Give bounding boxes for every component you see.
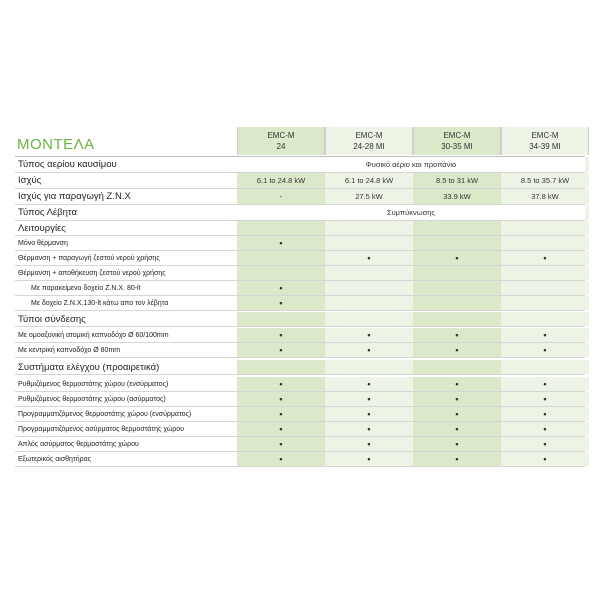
model-line2: 24 — [276, 142, 286, 151]
table-cell: - — [237, 189, 325, 204]
table-cell — [413, 328, 501, 342]
bullet-mark: • — [543, 379, 547, 389]
table-cell: 8.5 to 31 kW — [413, 173, 501, 188]
table-row-c4 — [15, 422, 585, 437]
table-row-coaxial — [15, 328, 585, 343]
table-cell — [413, 251, 501, 265]
row-label: Με δοχείο Ζ.Ν.Χ.130-lt κάτω απο τον λέβητα — [31, 300, 169, 307]
table-cell — [237, 437, 325, 451]
bullet-mark: • — [367, 409, 371, 419]
table-cell — [325, 251, 413, 265]
table-cell — [413, 236, 501, 250]
table-row-tank-80 — [15, 281, 585, 296]
bullet-mark: • — [279, 424, 283, 434]
table-cell — [325, 407, 413, 421]
model-header-4 — [501, 127, 589, 155]
bullet-mark: • — [455, 345, 459, 355]
model-line1: EMC-M — [531, 131, 559, 140]
row-label: Με παρακείμενο δοχείο Ζ.Ν.Χ. 80-lt — [31, 285, 141, 292]
bullet-mark: • — [367, 439, 371, 449]
row-label: Θέρμανση + αποθήκευση ζεστού νερού χρήσης — [18, 270, 166, 277]
bullet-mark: • — [543, 253, 547, 263]
table-cell: 6.1 to 24.8 kW — [237, 173, 325, 188]
table-cell — [237, 266, 325, 280]
table-cell — [413, 422, 501, 436]
model-line2: 24-28 MI — [353, 142, 385, 151]
table-cell — [501, 281, 589, 295]
bullet-mark: • — [279, 454, 283, 464]
table-cell — [237, 392, 325, 406]
row-label: Εξωτερικός αισθητήρας — [18, 456, 91, 463]
table-cell — [325, 236, 413, 250]
table-row-heat-only — [15, 236, 585, 251]
table-row-functions — [15, 221, 585, 236]
table-cell — [325, 422, 413, 436]
model-header-2 — [325, 127, 413, 155]
bullet-mark: • — [367, 379, 371, 389]
table-cell — [413, 343, 501, 357]
table-cell — [501, 328, 589, 342]
table-row-gas-type — [15, 157, 585, 173]
table-cell — [325, 328, 413, 342]
table-cell — [413, 360, 501, 374]
model-line2: 34-39 MI — [529, 142, 561, 151]
table-cell — [325, 392, 413, 406]
table-row-control — [15, 360, 585, 375]
bullet-mark: • — [279, 238, 283, 248]
model-line1: EMC-M — [267, 131, 295, 140]
table-row-connection — [15, 312, 585, 327]
row-label: Προγραμματιζόμενος θερμοστάτης χώρου (ενσύρματος) — [18, 411, 192, 418]
table-cell — [325, 360, 413, 374]
row-label: Λειτουργίες — [18, 223, 66, 234]
bullet-mark: • — [367, 394, 371, 404]
table-cell — [501, 360, 589, 374]
table-row-c2 — [15, 392, 585, 407]
model-line1: EMC-M — [443, 131, 471, 140]
row-label: Απλός ασύρματος θερμοστάτης χώρου — [18, 441, 139, 448]
row-label: Ρυθμιζόμενος θερμοστάτης χώρου (ασύρματος) — [18, 396, 166, 403]
table-cell — [325, 221, 413, 235]
table-cell — [413, 281, 501, 295]
table-cell: 37.8 kW — [501, 189, 589, 204]
row-label: Ισχύς για παραγωγή Ζ.Ν.Χ — [18, 191, 131, 202]
row-label: Συστήματα ελέγχου (προαιρετικά) — [18, 362, 160, 373]
bullet-mark: • — [543, 330, 547, 340]
bullet-mark: • — [367, 454, 371, 464]
row-label: Τύπος Λέβητα — [18, 207, 78, 218]
table-cell — [501, 312, 589, 326]
bullet-mark: • — [455, 394, 459, 404]
table-row-tank-130 — [15, 296, 585, 311]
table-cell — [325, 312, 413, 326]
bullet-mark: • — [543, 345, 547, 355]
bullet-mark: • — [279, 345, 283, 355]
spanning-value: Συμπύκνωσης — [237, 205, 585, 220]
table-cell — [413, 221, 501, 235]
table-cell — [237, 296, 325, 310]
bullet-mark: • — [367, 330, 371, 340]
table-cell — [237, 343, 325, 357]
table-cell — [325, 437, 413, 451]
table-title: ΜΟΝΤΕΛΑ — [17, 136, 95, 153]
table-cell — [413, 312, 501, 326]
table-cell — [501, 343, 589, 357]
table-cell — [413, 392, 501, 406]
bullet-mark: • — [279, 439, 283, 449]
table-row-c1 — [15, 377, 585, 392]
table-cell — [325, 266, 413, 280]
bullet-mark: • — [279, 394, 283, 404]
table-cell — [325, 343, 413, 357]
bullet-mark: • — [455, 454, 459, 464]
row-label: Τύποι σύνδεσης — [18, 314, 86, 325]
table-cell — [237, 377, 325, 391]
table-cell — [501, 221, 589, 235]
table-cell — [325, 281, 413, 295]
table-cell — [237, 422, 325, 436]
table-cell — [501, 437, 589, 451]
row-label: Ισχύς — [18, 175, 42, 186]
bullet-mark: • — [455, 439, 459, 449]
table-cell — [501, 452, 589, 466]
table-row-boiler-type — [15, 205, 585, 221]
table-cell — [501, 407, 589, 421]
bullet-mark: • — [367, 424, 371, 434]
table-cell — [413, 452, 501, 466]
table-cell — [413, 266, 501, 280]
bullet-mark: • — [279, 379, 283, 389]
table-row-c3 — [15, 407, 585, 422]
row-label: Μόνο θέρμανση — [18, 240, 68, 247]
table-cell — [237, 221, 325, 235]
bullet-mark: • — [367, 345, 371, 355]
bullet-mark: • — [279, 283, 283, 293]
bullet-mark: • — [543, 394, 547, 404]
bullet-mark: • — [455, 330, 459, 340]
bullet-mark: • — [279, 409, 283, 419]
bullet-mark: • — [455, 379, 459, 389]
table-cell: 27.5 kW — [325, 189, 413, 204]
table-cell — [325, 377, 413, 391]
bullet-mark: • — [279, 298, 283, 308]
row-label: Τύπος αερίου καυσίμου — [18, 159, 117, 170]
model-header-1 — [237, 127, 325, 155]
table-row-heat-dhw — [15, 251, 585, 266]
table-cell — [413, 377, 501, 391]
table-cell — [501, 392, 589, 406]
table-cell — [413, 296, 501, 310]
row-label: Με ομοαξονική ατομική καπνοδόχο Ø 60/100mm — [18, 332, 169, 339]
table-cell — [413, 407, 501, 421]
row-label: Προγραμματιζόμενος ασύρματος θερμοστάτης χώρου — [18, 426, 184, 433]
table-row-c6 — [15, 452, 585, 467]
bullet-mark: • — [543, 424, 547, 434]
bullet-mark: • — [455, 253, 459, 263]
table-row-central — [15, 343, 585, 358]
table-row-heat-storage — [15, 266, 585, 281]
table-cell — [237, 360, 325, 374]
model-line2: 30-35 MI — [441, 142, 473, 151]
bullet-mark: • — [279, 330, 283, 340]
table-cell — [237, 236, 325, 250]
bullet-mark: • — [455, 409, 459, 419]
table-cell — [413, 437, 501, 451]
table-cell — [237, 251, 325, 265]
table-cell — [501, 422, 589, 436]
table-cell — [325, 452, 413, 466]
table-cell — [325, 296, 413, 310]
table-cell — [501, 251, 589, 265]
table-cell: 33.9 kW — [413, 189, 501, 204]
table-cell: 6.1 to 24.8 kW — [325, 173, 413, 188]
row-label: Θέρμανση + παραγωγή ζεστού νερού χρήσης — [18, 255, 160, 262]
row-label: Ρυθμιζόμενος θερμοστάτης χώρου (ενσύρματος) — [18, 381, 169, 388]
row-label: Με κεντρική καπνοδόχο Ø 80mm — [18, 347, 121, 354]
table-cell — [501, 296, 589, 310]
bullet-mark: • — [367, 253, 371, 263]
table-cell — [237, 452, 325, 466]
table-cell — [501, 236, 589, 250]
model-line1: EMC-M — [355, 131, 383, 140]
table-cell — [237, 328, 325, 342]
bullet-mark: • — [543, 439, 547, 449]
table-row-c5 — [15, 437, 585, 452]
bullet-mark: • — [455, 424, 459, 434]
bullet-mark: • — [543, 409, 547, 419]
table-row-dhw-power — [15, 189, 585, 205]
table-cell — [501, 377, 589, 391]
table-cell — [237, 281, 325, 295]
table-row-power — [15, 173, 585, 189]
model-header-3 — [413, 127, 501, 155]
bullet-mark: • — [543, 454, 547, 464]
spanning-value: Φυσικό αέριο και προπάνιο — [237, 157, 585, 172]
table-cell — [237, 312, 325, 326]
table-cell: 8.5 to 35.7 kW — [501, 173, 589, 188]
table-cell — [501, 266, 589, 280]
table-cell — [237, 407, 325, 421]
